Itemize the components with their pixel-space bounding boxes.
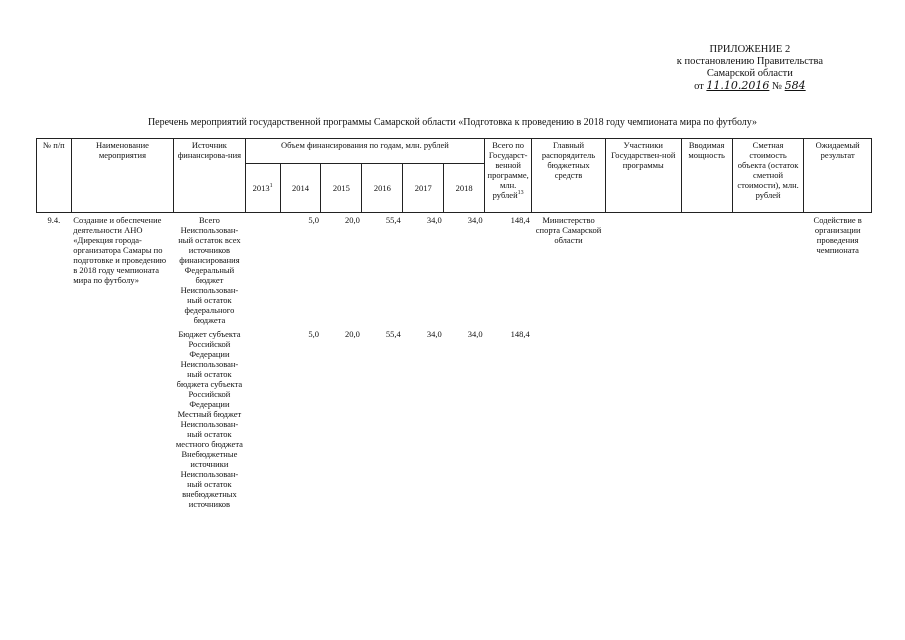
source-item: Неиспользован-ный остаток всех источников финансирования bbox=[178, 225, 241, 265]
row-num: 9.4. bbox=[47, 215, 61, 225]
value-2013 bbox=[245, 213, 280, 328]
source-item: Федеральный бюджет bbox=[184, 265, 235, 285]
header-name: Наименование мероприятия bbox=[71, 139, 173, 213]
regional-2016: 55,4 bbox=[385, 329, 401, 339]
header-year-2013: 2013$^1$ bbox=[245, 164, 280, 213]
header-source: Источник финансирова-ния bbox=[174, 139, 246, 213]
row-manager: Министерство спорта Самарской области bbox=[535, 215, 602, 245]
row-name: Создание и обеспечение деятельности АНО «Дирекция города-организатора Самары по подготовке и проведению в 2018 году чемпионата мира по футболу» bbox=[73, 215, 167, 285]
row-participants bbox=[605, 213, 681, 328]
date-number-row bbox=[677, 80, 823, 93]
row-result: Содействие в организации проведения чемпионата bbox=[813, 215, 862, 255]
header-total: Всего по Государст-венной программе, млн. рублей$^{13}$ bbox=[485, 139, 532, 213]
header-estimated-cost: Сметная стоимость объекта (остаток сметной стоимости), млн. рублей bbox=[732, 139, 804, 213]
header-participants: Участники Государствен-ной программы bbox=[605, 139, 681, 213]
source-item: Неиспользован-ный остаток внебюджетных источников bbox=[180, 469, 239, 509]
source-item: Неиспользован-ный остаток федерального бюджета bbox=[180, 285, 239, 325]
regional-2014: 5,0 bbox=[308, 329, 319, 339]
regional-2018: 34,0 bbox=[467, 329, 483, 339]
value-2017: 34,0 bbox=[426, 215, 442, 225]
from-label: от bbox=[694, 81, 704, 92]
source-item: Внебюджетные источники bbox=[181, 449, 238, 469]
year-2013-footnote: 1 bbox=[269, 183, 273, 190]
row-estimated-cost bbox=[732, 213, 804, 328]
source-item: Местный бюджет bbox=[177, 409, 242, 419]
source-item: Бюджет субъекта Российской Федерации bbox=[178, 329, 241, 359]
table-row bbox=[37, 327, 872, 511]
header-expected-result: Ожидаемый результат bbox=[804, 139, 872, 213]
regional-2017: 34,0 bbox=[426, 329, 442, 339]
resolution-number: 584 bbox=[784, 79, 806, 92]
header-num: № п/п bbox=[37, 139, 72, 213]
appendix-line-2: к постановлению Правительства bbox=[676, 56, 823, 67]
number-label: № bbox=[772, 81, 783, 92]
value-2015: 20,0 bbox=[344, 215, 360, 225]
table-row bbox=[37, 213, 872, 328]
regional-2015: 20,0 bbox=[344, 329, 360, 339]
regional-2013 bbox=[245, 327, 280, 511]
value-2018: 34,0 bbox=[467, 215, 483, 225]
row-capacity bbox=[681, 213, 732, 328]
header-year-2014: 2014 bbox=[280, 164, 321, 213]
source-item: Всего bbox=[199, 215, 220, 225]
header-capacity: Вводимая мощность bbox=[681, 139, 732, 213]
header-year-2016: 2016 bbox=[362, 164, 403, 213]
measures-table bbox=[36, 138, 872, 511]
source-item: Неиспользован-ный остаток бюджета субъекта Российской Федерации bbox=[176, 359, 243, 409]
source-item: Неиспользован-ный остаток местного бюджета bbox=[175, 419, 243, 449]
row-sources-group-1 bbox=[174, 213, 246, 328]
value-total: 148,4 bbox=[510, 215, 530, 225]
header-year-2018: 2018 bbox=[444, 164, 485, 213]
value-2014: 5,0 bbox=[308, 215, 319, 225]
header-year-2015: 2015 bbox=[321, 164, 362, 213]
resolution-date: 11.10.2016 bbox=[706, 79, 770, 92]
appendix-header bbox=[677, 44, 823, 93]
row-sources-group-2 bbox=[174, 327, 246, 511]
value-2016: 55,4 bbox=[385, 215, 401, 225]
header-year-2017: 2017 bbox=[403, 164, 444, 213]
regional-total: 148,4 bbox=[510, 329, 530, 339]
total-footnote: 13 bbox=[517, 190, 524, 197]
appendix-line-3: Самарской области bbox=[706, 68, 793, 79]
document-title: Перечень мероприятий государственной программы Самарской области «Подготовка к проведению в 2018 году чемпионата мира по футболу» bbox=[147, 117, 758, 128]
header-manager: Главный распорядитель бюджетных средств bbox=[532, 139, 606, 213]
header-funding-group: Объем финансирования по годам, млн. рублей bbox=[245, 139, 484, 164]
appendix-title: ПРИЛОЖЕНИЕ 2 bbox=[709, 44, 791, 55]
